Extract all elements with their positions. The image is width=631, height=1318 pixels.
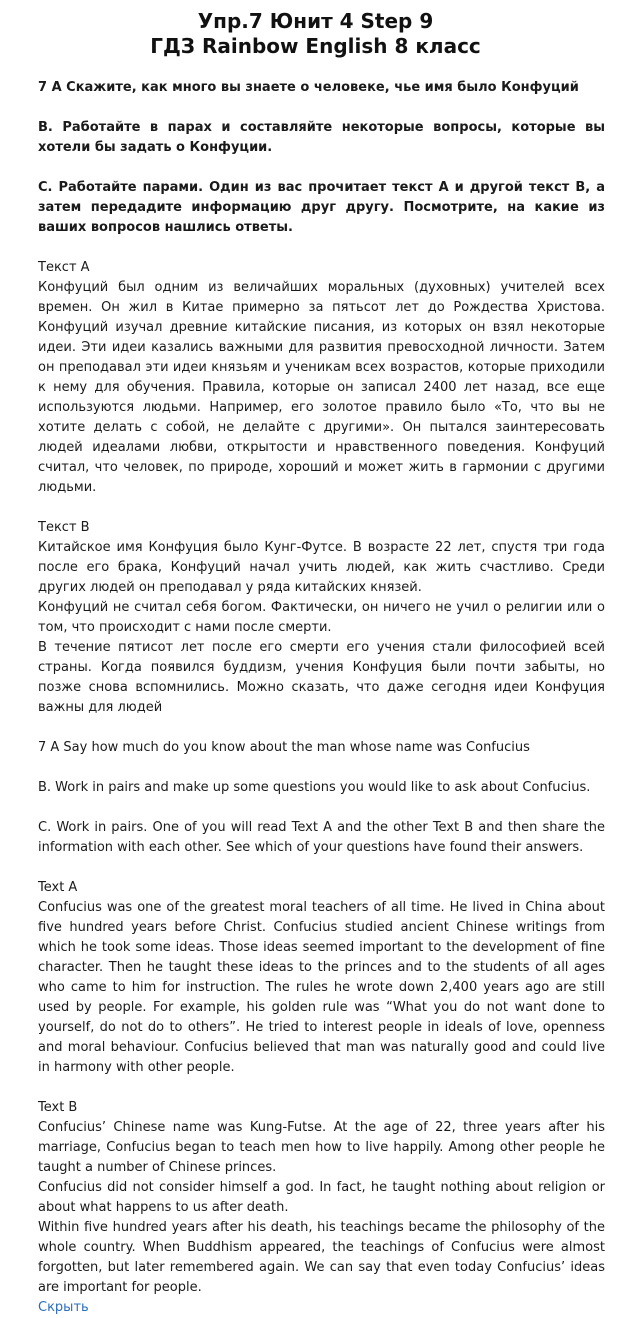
en-task-b: B. Work in pairs and make up some questions you would like to ask about Confucius. bbox=[38, 780, 591, 795]
en-text-b-p1: Confucius’ Chinese name was Kung-Futse. At the age of 22, three years after his marriage, Confucius began to teach men how to live happily. Among other people he taught a number of Chinese princes. bbox=[38, 1120, 605, 1175]
en-task-a: 7 A Say how much do you know about the man whose name was Confucius bbox=[38, 740, 530, 755]
answer-content bbox=[38, 78, 605, 1318]
ru-text-a-body: Конфуций был одним из величайших моральных (духовных) учителей всех времен. Он жил в Китае примерно за пятьсот лет до Рождества Христова. Конфуций изучал древние китайские писания, из которых он взял некоторые идеи. Эти идеи казались важными для развития превосходной личности. Затем он преподавал эти идеи князьям и ученикам всех возрастов, которые приходили к нему для обучения. Правила, которые он записал 2400 лет назад, все еще используются людьми. Например, его золотое правило было «То, что вы не хотите делать с собой, не делайте с другими». Он пытался заинтересовать людей идеалами любви, открытости и нравственного поведения. Конфуций считал, что человек, по природе, хороший и может жить в гармонии с другими людьми. bbox=[38, 280, 605, 495]
en-text-b-p2: Confucius did not consider himself a god. In fact, he taught nothing about religion or about what happens to us after death. bbox=[38, 1180, 605, 1215]
ru-task-b: В. Работайте в парах и составляйте некоторые вопросы, которые вы хотели бы задать о Конфуции. bbox=[38, 120, 605, 155]
ru-text-a-heading: Текст А bbox=[38, 260, 90, 275]
en-text-b-heading: Text B bbox=[38, 1100, 78, 1115]
en-text-a-body: Confucius was one of the greatest moral teachers of all time. He lived in China about five hundred years before Christ. Confucius studied ancient Chinese writings from which he took some ideas. Those ideas seemed important to the development of fine character. Then he taught these ideas to the princes and to the students of all ages who came to him for instruction. The rules he wrote down 2,400 years ago are still used by people. For example, his golden rule was “What you do not want done to yourself, do not do to others”. He tried to interest people in ideals of love, openness and moral behaviour. Confucius believed that man was naturally good and could live in harmony with other people. bbox=[38, 900, 605, 1075]
ru-task-c: С. Работайте парами. Один из вас прочитает текст А и другой текст В, а затем передадите информацию друг другу. Посмотрите, на какие из ваших вопросов нашлись ответы. bbox=[38, 180, 605, 235]
ru-text-b-p3: В течение пятисот лет после его смерти его учения стали философией всей страны. Когда появился буддизм, учения Конфуция были почти забыты, но позже снова вспомнились. Можно сказать, что даже сегодня идеи Конфуция важны для людей bbox=[38, 640, 605, 715]
en-text-a-heading: Text A bbox=[38, 880, 78, 895]
ru-task-a: 7 А Скажите, как много вы знаете о человеке, чье имя было Конфуций bbox=[38, 80, 579, 95]
ru-text-b-p1: Китайское имя Конфуция было Кунг-Футсе. В возрасте 22 лет, спустя три года после его брака, Конфуций начал учить людей, как жить счастливо. Среди других людей он преподавал у ряда китайских князей. bbox=[38, 540, 605, 595]
ru-text-b-heading: Текст В bbox=[38, 520, 90, 535]
page-subtitle: ГДЗ Rainbow English 8 класс bbox=[150, 34, 481, 58]
hide-link[interactable]: Скрыть bbox=[38, 1300, 89, 1315]
en-text-b-p3: Within five hundred years after his death, his teachings became the philosophy of the whole country. When Buddhism appeared, the teachings of Confucius were almost forgotten, but later remembered again. We can say that even today Confucius’ ideas are important for people. bbox=[38, 1220, 605, 1295]
page-title: Упр.7 Юнит 4 Step 9 bbox=[197, 9, 434, 33]
en-task-c: C. Work in pairs. One of you will read Text A and the other Text B and then share the information with each other. See which of your questions have found their answers. bbox=[38, 820, 605, 855]
ru-text-b-p2: Конфуций не считал себя богом. Фактически, он ничего не учил о религии или о том, что происходит с нами после смерти. bbox=[38, 600, 605, 635]
